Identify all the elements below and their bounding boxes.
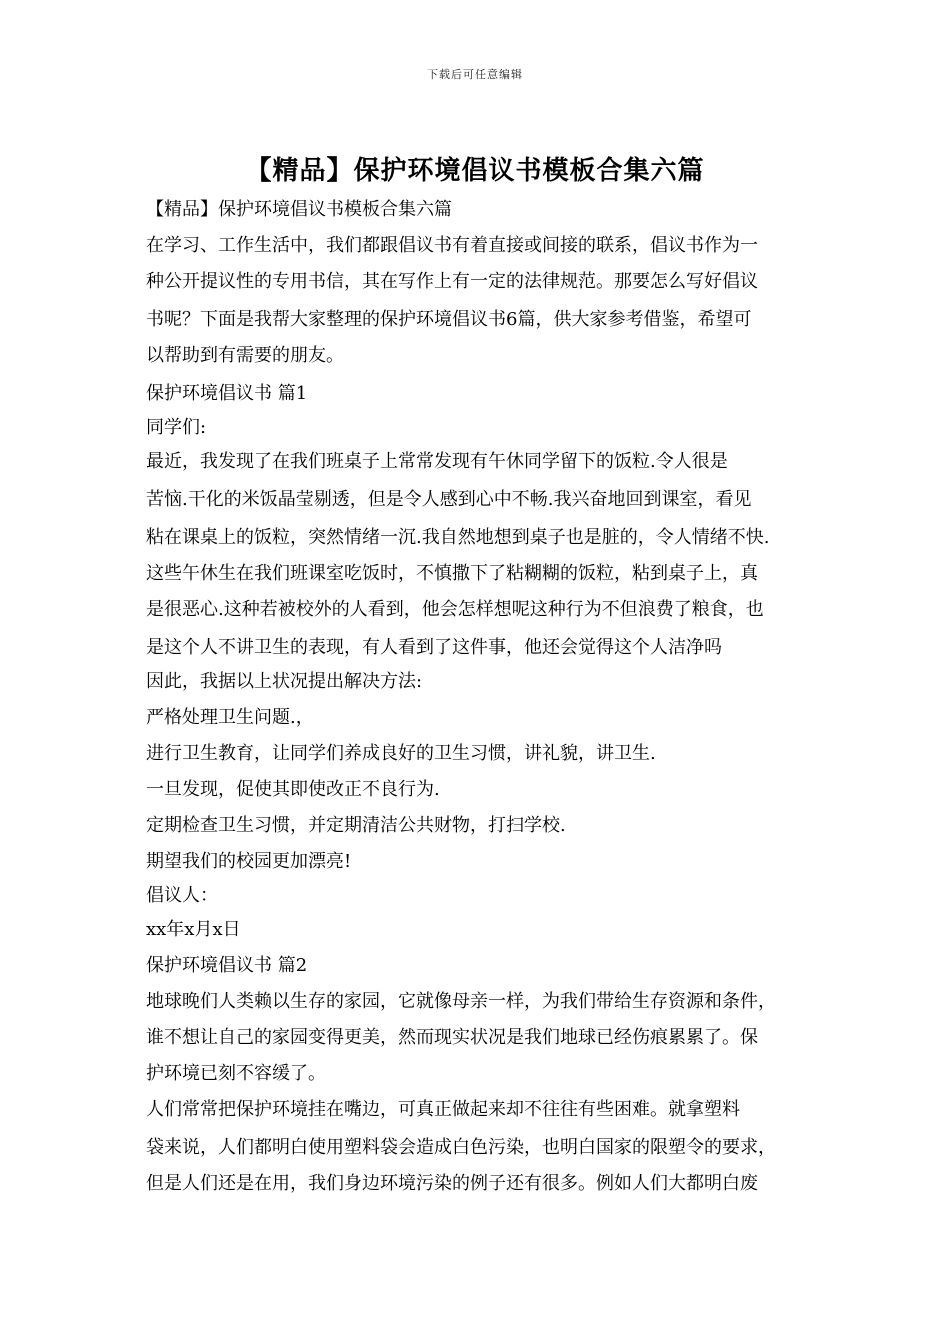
paragraph-line: 同学们: xyxy=(146,417,207,438)
paragraph-line: 人们常常把保护环境挂在嘴边，可真正做起来却不往往有些困难。就拿塑料 xyxy=(146,1099,740,1120)
paragraph-line: 护环境已刻不容缓了。 xyxy=(146,1063,326,1084)
paragraph-line: 保护环境倡议书 篇2 xyxy=(146,955,308,976)
paragraph-line: 是这个人不讲卫生的表现，有人看到了这件事，他还会觉得这个人洁净吗 xyxy=(146,637,722,658)
paragraph-line: xx年x月x日 xyxy=(146,919,241,940)
paragraph-line: 严格处理卫生问题.， xyxy=(146,707,314,728)
paragraph-line: 倡议人： xyxy=(146,885,218,906)
document-subtitle: 【精品】保护环境倡议书模板合集六篇 xyxy=(146,199,452,220)
paragraph-line: 因此，我据以上状况提出解决方法: xyxy=(146,671,423,692)
paragraph-line: 以帮助到有需要的朋友。 xyxy=(146,345,344,366)
paragraph-line: 是很恶心.这种若被校外的人看到，他会怎样想呢这种行为不但浪费了粮食，也 xyxy=(146,599,764,620)
paragraph-line: 但是人们还是在用，我们身边环境污染的例子还有很多。例如人们大都明白废 xyxy=(146,1173,758,1194)
paragraph-line: 期望我们的校园更加漂亮! xyxy=(146,851,352,872)
paragraph-line: 种公开提议性的专用书信，其在写作上有一定的法律规范。那要怎么写好倡议 xyxy=(146,271,758,292)
paragraph-line: 书呢？下面是我帮大家整理的保护环境倡议书6篇，供大家参考借鉴，希望可 xyxy=(146,309,752,330)
paragraph-line: 最近，我发现了在我们班桌子上常常发现有午休同学留下的饭粒.令人很是 xyxy=(146,451,728,472)
paragraph-line: 苦恼.干化的米饭晶莹剔透，但是令人感到心中不畅.我兴奋地回到课室，看见 xyxy=(146,489,752,510)
paragraph-line: 谁不想让自己的家园变得更美，然而现实状况是我们地球已经伤痕累累了。保 xyxy=(146,1027,758,1048)
header-note: 下载后可任意编辑 xyxy=(427,68,523,81)
paragraph-line: 地球晚们人类赖以生存的家园，它就像母亲一样，为我们带给生存资源和条件， xyxy=(146,991,776,1012)
paragraph-line: 在学习、工作生活中，我们都跟倡议书有着直接或间接的联系，倡议书作为一 xyxy=(146,235,758,256)
paragraph-line: 这些午休生在我们班课室吃饭时，不慎撒下了粘糊糊的饭粒，粘到桌子上，真 xyxy=(146,563,758,584)
paragraph-line: 一旦发现，促使其即使改正不良行为. xyxy=(146,779,440,800)
paragraph-line: 保护环境倡议书 篇1 xyxy=(146,383,308,404)
paragraph-line: 进行卫生教育，让同学们养成良好的卫生习惯，讲礼貌，讲卫生. xyxy=(146,743,656,764)
document-title: 【精品】保护环境倡议书模板合集六篇 xyxy=(245,156,705,186)
paragraph-line: 定期检查卫生习惯，并定期清洁公共财物，打扫学校. xyxy=(146,815,566,836)
paragraph-line: 袋来说，人们都明白使用塑料袋会造成白色污染，也明白国家的限塑令的要求， xyxy=(146,1137,776,1158)
paragraph-line: 粘在课桌上的饭粒，突然情绪一沉.我自然地想到桌子也是脏的，令人情绪不快. xyxy=(146,527,770,548)
